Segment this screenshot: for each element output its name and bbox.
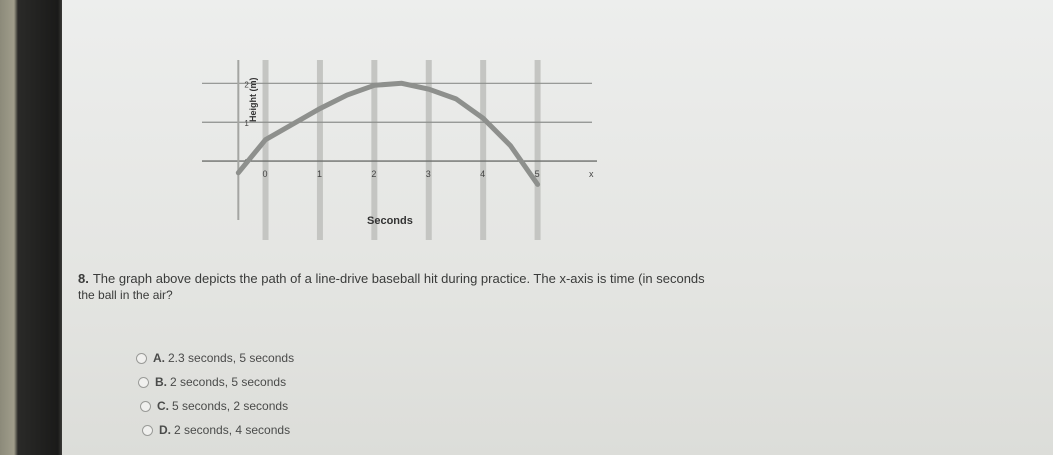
choice-b[interactable] (138, 373, 294, 391)
chart-ticks (244, 77, 594, 180)
choice-d-text: 2 seconds, 4 seconds (174, 423, 291, 437)
x-tick-label-0: 0 (262, 169, 268, 180)
worksheet-screen (62, 0, 1053, 455)
choice-b-text: 2 seconds, 5 seconds (170, 375, 287, 389)
radio-b-icon[interactable] (138, 377, 149, 388)
question-text (78, 270, 1053, 304)
trajectory-line (238, 83, 537, 184)
choice-a-letter: A. (153, 351, 165, 365)
question-number: 8. (78, 271, 89, 286)
radio-d-icon[interactable] (142, 425, 153, 436)
question-line-2: the ball in the air? (78, 288, 173, 302)
question-line-1: The graph above depicts the path of a line-drive baseball hit during practice. The x-axis is time (in seconds (92, 271, 705, 286)
x-tick-label-4: 4 (480, 169, 486, 180)
y-tick-label-1: 1 (244, 119, 249, 129)
y-tick-label-2: 2 (244, 80, 249, 90)
monitor-bezel (0, 0, 62, 455)
choice-a[interactable] (136, 349, 294, 367)
choice-b-letter: B. (155, 375, 167, 389)
choice-c[interactable] (140, 397, 294, 415)
y-tick-label-0: 0 (244, 158, 249, 168)
chart-svg (162, 40, 602, 250)
radio-a-icon[interactable] (136, 353, 147, 364)
chart-grid (202, 60, 592, 240)
x-tick-label-5: 5 (534, 169, 540, 180)
x-tick-label-1: 1 (316, 169, 322, 180)
x-tick-label-3: 3 (425, 169, 431, 180)
x-tick-label-2: 2 (371, 169, 377, 180)
choice-c-text: 5 seconds, 2 seconds (172, 399, 289, 413)
choice-c-letter: C. (157, 399, 169, 413)
radio-c-icon[interactable] (140, 401, 151, 412)
choice-a-text: 2.3 seconds, 5 seconds (168, 351, 295, 365)
baseball-path-graph (162, 40, 602, 250)
choice-d-letter: D. (159, 423, 171, 437)
x-tick-label-x: x (589, 169, 594, 180)
y-axis-label: Height (m) (248, 77, 258, 122)
answer-choices (136, 349, 294, 445)
choice-d[interactable] (142, 421, 294, 439)
x-axis-label: Seconds (367, 215, 413, 227)
